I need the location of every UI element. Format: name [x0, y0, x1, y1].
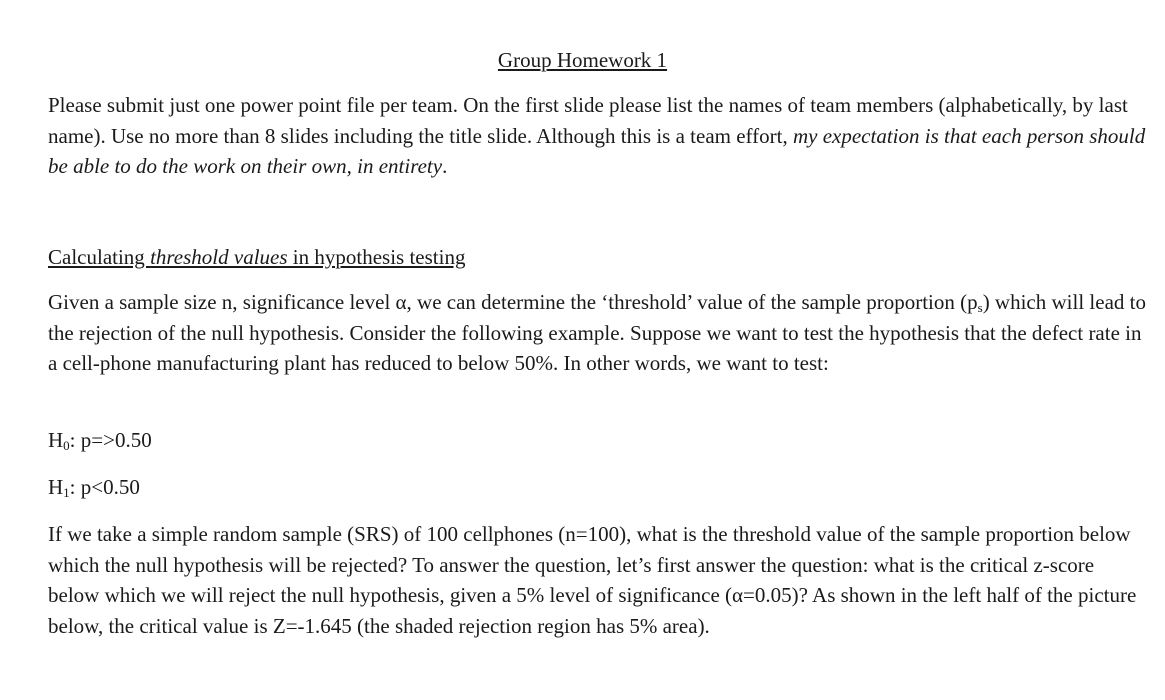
intro-paragraph	[48, 90, 1148, 182]
section-heading	[48, 242, 465, 273]
sample-proportion-subscript: s	[977, 300, 983, 315]
alternative-hypothesis-statement: : p<0.50	[69, 475, 140, 499]
alternative-hypothesis-letter: H	[48, 475, 64, 499]
null-hypothesis-subscript: 0	[63, 438, 70, 453]
threshold-paragraph-b: ) which will lead to the rejection of the null hypothesis. Consider the following example. Suppose we want to test the hypothesis that the defect rate in a cell-phone manufacturing plant has reduced to below 50%. In other words, we want to test:	[48, 290, 1146, 375]
alternative-hypothesis-subscript: 1	[63, 485, 70, 500]
null-hypothesis-statement: : p=>0.50	[69, 428, 152, 452]
threshold-paragraph	[48, 287, 1148, 379]
section-heading-pre: Calculating	[48, 245, 151, 269]
threshold-paragraph-a: Given a sample size n, significance level α, we can determine the ‘threshold’ value of the sample proportion (p	[48, 290, 978, 314]
document-title: Group Homework 1	[497, 48, 668, 72]
null-hypothesis-letter: H	[48, 428, 64, 452]
section-heading-italic: threshold values	[150, 245, 288, 269]
intro-text: Please submit just one power point file per team. On the first slide please list the names of team members (alphabetically, by last name). Use no more than 8 slides including the title slide. Although this is a team effort,	[48, 93, 1128, 148]
intro-end: .	[442, 154, 448, 178]
alternative-hypothesis	[48, 472, 140, 503]
srs-paragraph: If we take a simple random sample (SRS) of 100 cellphones (n=100), what is the threshold value of the sample proportion below which the null hypothesis will be rejected? To answer the question, let’s first answer the question: what is the critical z-score below which we will reject the null hypothesis, given a 5% level of significance (α=0.05)? As shown in the left half of the picture below, the critical value is Z=-1.645 (the shaded rejection region has 5% area).	[48, 522, 1137, 638]
null-hypothesis	[48, 425, 152, 456]
section-heading-post: in hypothesis testing	[287, 245, 466, 269]
intro-emphasis: my expectation is that each person should be able to do the work on their own, in entirety	[48, 123, 1146, 178]
